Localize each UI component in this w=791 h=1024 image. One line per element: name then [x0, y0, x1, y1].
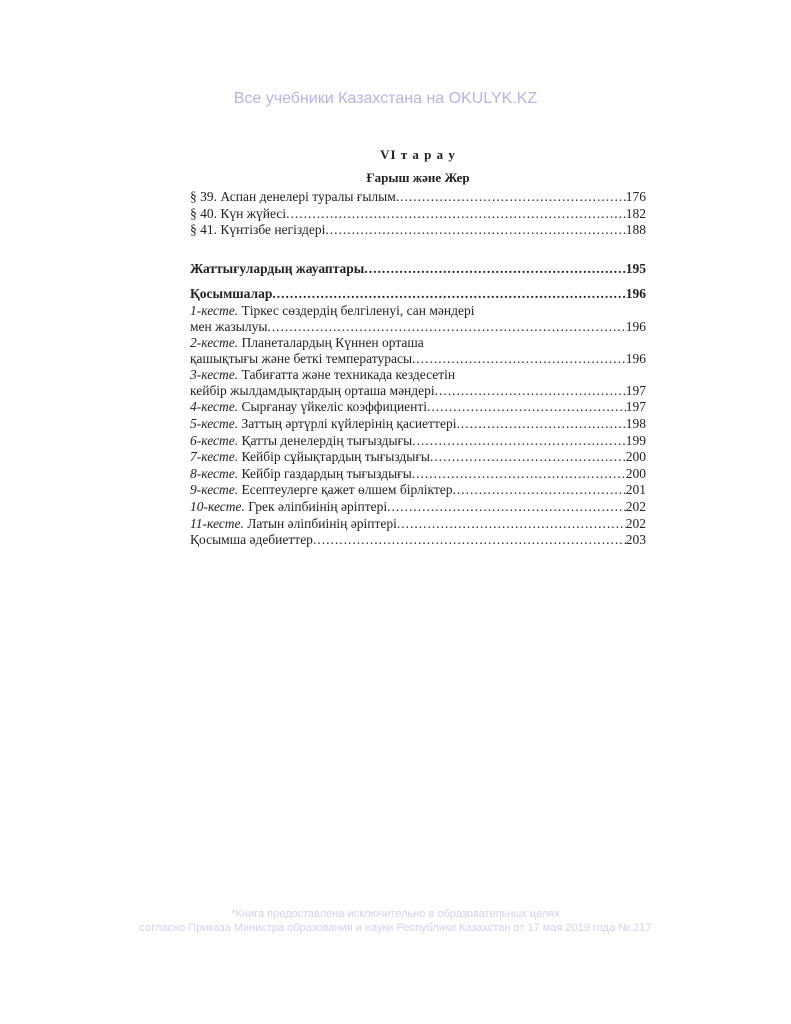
page-number: 176 — [625, 189, 646, 204]
table-number: 8-кесте. — [190, 465, 239, 481]
page-number: 188 — [625, 222, 646, 238]
page-number: 198 — [625, 415, 646, 431]
table-number: 7-кесте. — [190, 449, 239, 465]
entry-text: Қосымшалар — [190, 286, 273, 302]
dot-leader — [412, 433, 626, 449]
toc-entry-title — [190, 189, 396, 205]
entry-text-continued: қашықтығы және беткі температурасы — [190, 350, 413, 366]
dot-leader — [412, 351, 626, 367]
dot-leader — [313, 532, 626, 548]
page-number: 202 — [625, 515, 646, 531]
toc-entry[interactable] — [190, 399, 646, 415]
footer-line-2: согласно Приказа Министра образования и науки Республики Казахстан от 17 мая 2019 года № 217 — [139, 922, 652, 934]
table-number: 5-кесте. — [190, 415, 239, 431]
toc-entry-title — [190, 516, 397, 532]
dot-leader — [453, 482, 626, 498]
entry-text-continued: мен жазылуы — [190, 318, 268, 334]
entry-text: § 41. Күнтізбе негіздері — [190, 222, 326, 238]
table-number: 11-кесте. — [190, 515, 244, 531]
table-number: 9-кесте. — [190, 482, 239, 498]
entry-text: Жаттығулардың жауаптары — [190, 260, 365, 276]
entry-text: Латын әліпбиінің әріптері — [243, 515, 397, 531]
toc-entry-title — [190, 286, 272, 302]
footer-line-1: *Книга предоставлена исключительно в образовательных целях — [231, 908, 560, 920]
toc-entry-title — [190, 449, 430, 465]
toc-entry[interactable] — [190, 206, 646, 222]
page-number: 196 — [625, 286, 646, 302]
dot-leader — [272, 286, 625, 302]
dot-leader — [456, 416, 625, 432]
toc-entry-title — [190, 335, 424, 351]
toc-entry[interactable] — [190, 516, 646, 532]
watermark-link[interactable]: Все учебники Казахстана на OKULYK.KZ — [233, 90, 538, 107]
entry-text: Табиғатта және техникада кездесетін — [238, 367, 456, 383]
toc-entry[interactable] — [190, 482, 646, 498]
dot-leader — [435, 383, 626, 399]
entry-text: § 40. Күн жүйесі — [190, 205, 287, 221]
entry-text: Кейбір сұйықтардың тығыздығы — [238, 449, 430, 465]
entry-text: Қатты денелердің тығыздығы — [238, 432, 413, 448]
toc-entry[interactable] — [190, 499, 646, 515]
toc-entry-title — [190, 482, 453, 498]
table-number: 6-кесте. — [190, 432, 239, 448]
entry-text: Кейбір газдардың тығыздығы — [238, 465, 412, 481]
dot-leader — [412, 466, 626, 482]
entry-text: Грек әліпбиінің әріптері — [244, 498, 388, 514]
toc-entry-title — [190, 399, 427, 415]
dot-leader — [387, 499, 626, 515]
toc-entry[interactable] — [190, 303, 646, 319]
toc-entry[interactable] — [190, 367, 646, 383]
entry-text: Тіркес сөздердің белгіленуі, сан мәндері — [238, 303, 475, 318]
toc-entry-title — [190, 222, 325, 238]
page-number: 195 — [625, 260, 646, 276]
toc-entry-title — [190, 416, 456, 432]
toc-entry[interactable] — [190, 383, 646, 399]
chapter-title: Ғарыш және Жер — [366, 170, 470, 185]
page-number: 200 — [625, 465, 646, 481]
toc-entry[interactable] — [190, 351, 646, 367]
toc-entry[interactable] — [190, 335, 646, 351]
chapter-label: VI т а р а у — [380, 147, 456, 162]
entry-text: Заттың әртүрлі күйлерінің қасиеттері — [238, 415, 457, 431]
dot-leader — [397, 516, 626, 532]
page-number: 201 — [625, 482, 646, 498]
toc-entry-title — [190, 532, 313, 548]
entry-text: § 39. Аспан денелері туралы ғылым — [190, 189, 396, 204]
entry-text: Сырғанау үйкеліс коэффициенті — [238, 399, 428, 415]
dot-leader — [427, 399, 626, 415]
toc-entry[interactable] — [190, 416, 646, 432]
toc-entry[interactable] — [190, 319, 646, 335]
page-number: 182 — [625, 205, 646, 221]
toc-entry-title — [190, 499, 387, 515]
toc-entry[interactable] — [190, 261, 646, 277]
table-number: 3-кесте. — [190, 367, 239, 383]
page-number: 197 — [625, 399, 646, 415]
toc-entry[interactable] — [190, 222, 646, 238]
entry-text: Қосымша әдебиеттер — [190, 532, 313, 548]
table-number: 2-кесте. — [190, 335, 239, 351]
dot-leader — [267, 319, 625, 335]
table-number: 4-кесте. — [190, 399, 239, 415]
toc-entry[interactable] — [190, 466, 646, 482]
toc-entry-title — [190, 261, 364, 277]
entry-text: Планеталардың Күннен орташа — [238, 335, 424, 351]
toc-entry[interactable] — [190, 189, 646, 205]
dot-leader — [430, 449, 626, 465]
page-number: 200 — [625, 449, 646, 465]
table-number: 10-кесте. — [190, 498, 245, 514]
toc-entry[interactable] — [190, 286, 646, 302]
table-number: 1-кесте. — [190, 303, 239, 318]
page-number: 202 — [625, 498, 646, 514]
toc-entry-title — [190, 367, 455, 383]
toc-entry[interactable] — [190, 449, 646, 465]
toc-entry-title — [190, 303, 474, 319]
dot-leader — [325, 222, 625, 238]
page-number: 197 — [625, 382, 646, 398]
toc-entry-title — [190, 466, 412, 482]
dot-leader — [286, 206, 626, 222]
entry-text-continued: кейбір жылдамдықтардың орташа мәндері — [190, 382, 435, 398]
page-number: 203 — [625, 532, 646, 548]
toc-entry[interactable] — [190, 433, 646, 449]
toc-entry-title — [190, 206, 286, 222]
page-number: 196 — [625, 350, 646, 366]
page-number: 196 — [625, 318, 646, 334]
dot-leader — [396, 189, 626, 205]
toc-entry-title — [190, 433, 412, 449]
toc-entry[interactable] — [190, 532, 646, 548]
entry-text: Есептеулерге қажет өлшем бірліктер — [238, 482, 453, 498]
dot-leader — [364, 261, 625, 277]
page-number: 199 — [625, 432, 646, 448]
